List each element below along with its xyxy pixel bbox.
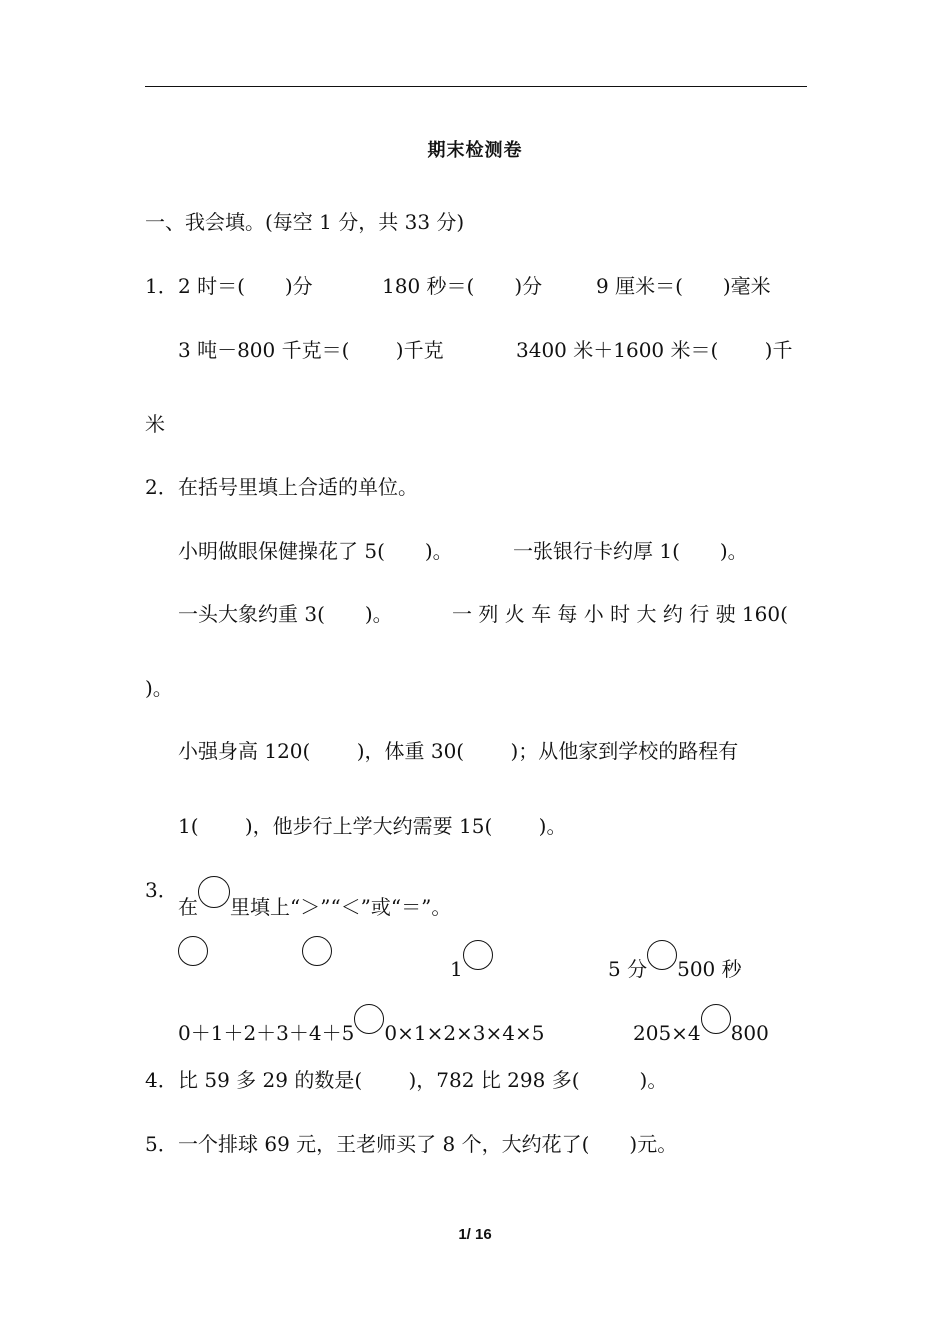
q2-number: 2． [145,475,178,499]
page-title: 期末检测卷 [427,140,523,161]
answer-circle-4[interactable] [647,940,677,970]
q2-item-4: 1( )，他步行上学大约需要 15( )。 [178,814,567,838]
q3-expr-5-right: 0×1×2×3×4×5 [384,1021,545,1045]
answer-circle-5[interactable] [354,1004,384,1034]
q1-item-e: 3400 米＋1600 米＝( )千 [516,338,793,362]
q3-expr-5-left: 0＋1＋2＋3＋4＋5 [178,1021,355,1045]
section-heading: 一、我会填。(每空 1 分，共 33 分) [145,210,465,234]
q2-item-3: 小强身高 120( )，体重 30( )；从他家到学校的路程有 [178,739,739,763]
q4-number: 4． [145,1068,178,1092]
compare-circle-icon [198,876,230,908]
q2-item-2a: 一头大象约重 3( )。 [178,602,393,626]
q3-expr-6-left: 205×4 [633,1021,701,1045]
q3-prompt-post: 里填上“＞”“＜”或“＝”。 [230,895,452,919]
q3-expr-4-left: 5 分 [608,957,648,981]
q3-expr-3 [450,940,493,983]
q2-item-2b: 一 列 火 车 每 小 时 大 约 行 驶 160( [452,602,788,626]
q3-expr-3-left: 1 [450,957,463,981]
page-number: 1/ 16 [458,1226,492,1243]
q5-number: 5． [145,1132,178,1156]
q3-expr-5 [178,1004,545,1047]
q2-item-1a: 小明做眼保健操花了 5( )。 [178,539,453,563]
q1-number: 1． [145,274,178,298]
q1-item-c: 9 厘米＝( )毫米 [596,274,771,298]
answer-circle-1[interactable] [178,936,208,966]
q3-expr-2 [302,936,332,979]
q2-prompt: 在括号里填上合适的单位。 [178,475,418,499]
q3-expr-1 [178,936,208,979]
q3-expr-4 [608,940,742,983]
q3-expr-4-right: 500 秒 [677,957,742,981]
q3-expr-6-right: 800 [730,1021,769,1045]
q3-prompt [178,876,451,921]
answer-circle-2[interactable] [302,936,332,966]
q4-text: 比 59 多 29 的数是( )，782 比 298 多( )。 [178,1068,668,1092]
q1-item-b: 180 秒＝( )分 [382,274,543,298]
q3-number: 3． [145,878,178,902]
answer-circle-3[interactable] [463,940,493,970]
answer-circle-6[interactable] [701,1004,731,1034]
q3-expr-6 [633,1004,769,1047]
q2-item-2b-wrap: )。 [145,676,173,700]
header-rule [145,86,807,87]
q1-item-e-wrap: 米 [145,412,165,436]
q1-item-d: 3 吨－800 千克＝( )千克 [178,338,444,362]
q2-item-1b: 一张银行卡约厚 1( )。 [513,539,748,563]
q1-item-a: 2 时＝( )分 [178,274,313,298]
q5-text: 一个排球 69 元，王老师买了 8 个，大约花了( )元。 [178,1132,678,1156]
q3-prompt-pre: 在 [178,895,198,919]
